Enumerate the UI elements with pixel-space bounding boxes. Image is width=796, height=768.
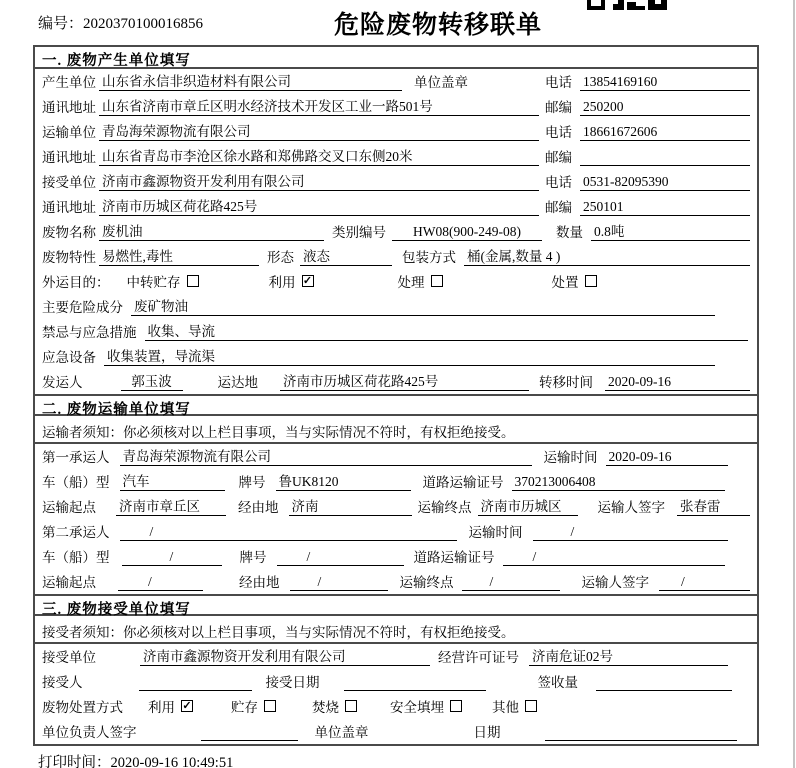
purpose-option-treat xyxy=(398,271,443,291)
route1-start-value: 济南市章丘区 xyxy=(116,495,226,516)
phone-label: 电话 xyxy=(545,125,572,140)
accept-date-value xyxy=(344,674,486,691)
signature-label: 运输人签字 xyxy=(581,575,649,590)
disposal-option-utilize xyxy=(148,696,193,716)
row-emergency xyxy=(35,319,757,344)
serial-value: 2020370100016856 xyxy=(83,16,204,32)
plate-label: 牌号 xyxy=(238,475,266,490)
transporter-zip-value xyxy=(580,149,750,166)
checkbox-unchecked-icon xyxy=(264,700,276,712)
hazard-label: 主要危险成分 xyxy=(42,300,123,315)
route1-signature-value: 张春雷 xyxy=(677,495,750,516)
route1-start-label: 运输起点 xyxy=(42,500,96,515)
plate-value: / xyxy=(277,549,404,566)
receiver-value: 济南市鑫源物资开发利用有限公司 xyxy=(99,170,539,191)
date-label: 日期 xyxy=(473,725,501,740)
row-route-1 xyxy=(35,494,757,519)
row-vehicle-2 xyxy=(35,544,757,569)
destination-value: 济南市历城区荷花路425号 xyxy=(280,370,529,391)
destination-label: 运达地 xyxy=(217,375,258,390)
row-carrier-2 xyxy=(35,519,757,544)
row-producer-address xyxy=(35,94,757,119)
dispatcher-label: 发运人 xyxy=(42,375,83,390)
route2-end-value: / xyxy=(462,574,560,591)
character-label: 废物特性 xyxy=(42,250,96,265)
plate-label: 牌号 xyxy=(239,550,267,565)
transporter-address-value: 山东省青岛市李沧区徐水路和郑佛路交叉口东侧20米 xyxy=(99,145,539,166)
section-1-header: 一. 废物产生单位填写 xyxy=(35,47,757,69)
producer-value: 山东省永信非织造材料有限公司 xyxy=(99,70,402,91)
route2-start-value: / xyxy=(118,574,203,591)
print-time-label: 打印时间： xyxy=(38,755,111,768)
section-2-header: 二. 废物运输单位填写 xyxy=(35,394,757,416)
transport-time-value: 2020-09-16 xyxy=(606,449,729,466)
option-label: 处理 xyxy=(397,275,425,290)
equipment-value: 收集装置，导流渠 xyxy=(104,345,715,366)
transport-time-label: 运输时间 xyxy=(468,525,523,540)
qr-code-icon xyxy=(587,0,669,10)
option-label: 利用 xyxy=(268,275,296,290)
route1-end-value: 济南市历城区 xyxy=(478,495,578,516)
packing-label: 包装方式 xyxy=(402,250,456,265)
received-qty-label: 签收量 xyxy=(537,675,578,690)
option-label: 中转贮存 xyxy=(126,275,181,290)
vehicle1-type-label: 车（船）型 xyxy=(42,475,110,490)
received-qty-value xyxy=(596,674,732,691)
address-label: 通讯地址 xyxy=(42,100,96,115)
row-transporter xyxy=(35,119,757,144)
unit-seal-label: 单位盖章 xyxy=(314,725,369,740)
receiver-address-value: 济南市历城区荷花路425号 xyxy=(99,195,539,216)
row-waste xyxy=(35,219,757,244)
plate-value: 鲁UK8120 xyxy=(276,470,411,491)
page-title: 危险废物转移联单 xyxy=(333,12,542,39)
date-value xyxy=(545,724,738,741)
disposal-option-other xyxy=(492,696,537,716)
accept-unit-label: 接受单位 xyxy=(42,650,96,665)
waste-qty-label: 数量 xyxy=(556,225,583,240)
responsible-sign-value xyxy=(201,724,298,741)
carrier2-label: 第二承运人 xyxy=(42,525,110,540)
hazard-value: 废矿物油 xyxy=(131,295,715,316)
row-vehicle-1 xyxy=(35,469,757,494)
vehicle2-type-value: / xyxy=(122,549,222,566)
row-hazard xyxy=(35,294,757,319)
print-time xyxy=(38,751,233,768)
row-receiver xyxy=(35,169,757,194)
form-label: 形态 xyxy=(267,250,294,265)
disposal-option-incinerate xyxy=(312,696,357,716)
route1-via-value: 济南 xyxy=(289,495,412,516)
producer-address-value: 山东省济南市章丘区明水经济技术开发区工业一路501号 xyxy=(99,95,539,116)
carrier1-value: 青岛海荣源物流有限公司 xyxy=(120,445,532,466)
option-label: 安全填埋 xyxy=(390,700,444,715)
accept-date-label: 接受日期 xyxy=(265,675,320,690)
row-responsible-sign xyxy=(35,719,757,744)
checkbox-unchecked-icon xyxy=(450,700,462,712)
serial-label: 编号： xyxy=(38,16,84,32)
checkbox-unchecked-icon xyxy=(525,700,537,712)
transfer-time-value: 2020-09-16 xyxy=(605,374,750,391)
option-label: 其他 xyxy=(492,700,519,715)
producer-label: 产生单位 xyxy=(42,75,96,90)
row-disposal-method xyxy=(35,694,757,719)
disposal-option-storage xyxy=(231,696,276,716)
emergency-value: 收集、导流 xyxy=(145,320,749,341)
carrier1-label: 第一承运人 xyxy=(42,450,110,465)
vehicle2-type-label: 车（船）型 xyxy=(42,550,110,565)
disposal-method-label: 废物处置方式 xyxy=(42,700,123,715)
route2-start-label: 运输起点 xyxy=(42,575,96,590)
purpose-label: 外运目的： xyxy=(42,275,110,290)
receiver-notice: 接受者须知：你必须核对以上栏目事项，当与实际情况不符时，有权拒绝接受。 xyxy=(35,616,757,644)
emergency-label: 禁忌与应急措施 xyxy=(42,325,137,340)
route2-signature-value: / xyxy=(659,574,750,591)
operating-license-value: 济南危证02号 xyxy=(529,645,728,666)
transporter-phone-value: 18661672606 xyxy=(580,124,750,141)
transporter-value: 青岛海荣源物流有限公司 xyxy=(99,120,539,141)
accept-person-label: 接受人 xyxy=(42,675,83,690)
checkbox-unchecked-icon xyxy=(187,275,199,287)
vehicle1-type-value: 汽车 xyxy=(120,470,225,491)
receiver-label: 接受单位 xyxy=(42,175,96,190)
option-label: 处置 xyxy=(551,275,579,290)
accept-person-value xyxy=(139,674,252,691)
row-purpose xyxy=(35,269,757,294)
phone-label: 电话 xyxy=(545,175,572,190)
address-label: 通讯地址 xyxy=(42,150,96,165)
purpose-option-dispose xyxy=(552,271,597,291)
row-receiver-address xyxy=(35,194,757,219)
row-equipment xyxy=(35,344,757,369)
print-time-value: 2020-09-16 10:49:51 xyxy=(110,755,234,768)
via-label: 经由地 xyxy=(239,575,280,590)
form-value: 液态 xyxy=(300,245,392,266)
checkbox-unchecked-icon xyxy=(431,275,443,287)
transport-time-label: 运输时间 xyxy=(543,450,598,465)
operating-license-label: 经营许可证号 xyxy=(438,650,519,665)
purpose-option-transfer-storage xyxy=(127,271,199,291)
road-license-value: / xyxy=(503,549,726,566)
section-3-header: 三. 废物接受单位填写 xyxy=(35,594,757,616)
accept-unit-value: 济南市鑫源物资开发利用有限公司 xyxy=(140,645,430,666)
signature-label: 运输人签字 xyxy=(597,500,665,515)
route1-end-label: 运输终点 xyxy=(417,500,472,515)
zip-label: 邮编 xyxy=(545,150,572,165)
producer-zip-value: 250200 xyxy=(580,99,750,116)
phone-label: 电话 xyxy=(545,75,572,90)
page-edge-divider xyxy=(793,0,795,768)
row-accept-person xyxy=(35,669,757,694)
row-carrier-1 xyxy=(35,444,757,469)
road-license-label: 道路运输证号 xyxy=(413,550,495,565)
transporter-notice: 运输者须知：你必须核对以上栏目事项，当与实际情况不符时，有权拒绝接受。 xyxy=(35,416,757,444)
row-transporter-address xyxy=(35,144,757,169)
transporter-label: 运输单位 xyxy=(42,125,96,140)
transfer-time-label: 转移时间 xyxy=(539,375,593,390)
row-route-2 xyxy=(35,569,757,594)
option-label: 焚烧 xyxy=(312,700,339,715)
waste-name-value: 废机油 xyxy=(99,220,324,241)
transfer-form xyxy=(33,45,759,746)
route2-end-label: 运输终点 xyxy=(399,575,454,590)
waste-name-label: 废物名称 xyxy=(42,225,96,240)
disposal-option-landfill xyxy=(390,696,462,716)
character-value: 易燃性,毒性 xyxy=(99,245,259,266)
road-license-value: 370213006408 xyxy=(512,474,726,491)
address-label: 通讯地址 xyxy=(42,200,96,215)
packing-value: 桶(金属,数量 4 ) xyxy=(464,245,750,266)
purpose-option-utilize xyxy=(269,271,314,291)
checkbox-unchecked-icon xyxy=(585,275,597,287)
row-character xyxy=(35,244,757,269)
checkbox-checked-icon: ✓ xyxy=(302,275,313,287)
zip-label: 邮编 xyxy=(545,100,572,115)
checkbox-checked-icon: ✓ xyxy=(182,700,192,712)
receiver-phone-value: 0531-82095390 xyxy=(580,174,750,191)
waste-qty-value: 0.8吨 xyxy=(591,220,750,241)
dispatcher-value: 郭玉波 xyxy=(121,370,183,391)
waste-code-value: HW08(900-249-08) xyxy=(392,224,542,241)
transport-time-value: / xyxy=(533,524,729,541)
equipment-label: 应急设备 xyxy=(42,350,96,365)
row-producer xyxy=(35,69,757,94)
responsible-sign-label: 单位负责人签字 xyxy=(42,725,137,740)
row-dispatch xyxy=(35,369,757,394)
carrier2-value: / xyxy=(120,524,457,541)
checkbox-unchecked-icon xyxy=(345,700,357,712)
row-accept-unit xyxy=(35,644,757,669)
option-label: 贮存 xyxy=(231,700,258,715)
waste-code-label: 类别编号 xyxy=(332,225,386,240)
zip-label: 邮编 xyxy=(545,200,572,215)
unit-seal-label: 单位盖章 xyxy=(414,75,468,90)
via-label: 经由地 xyxy=(238,500,279,515)
receiver-zip-value: 250101 xyxy=(580,199,750,216)
producer-phone-value: 13854169160 xyxy=(580,74,750,91)
route2-via-value: / xyxy=(290,574,388,591)
option-label: 利用 xyxy=(148,700,175,715)
road-license-label: 道路运输证号 xyxy=(422,475,504,490)
